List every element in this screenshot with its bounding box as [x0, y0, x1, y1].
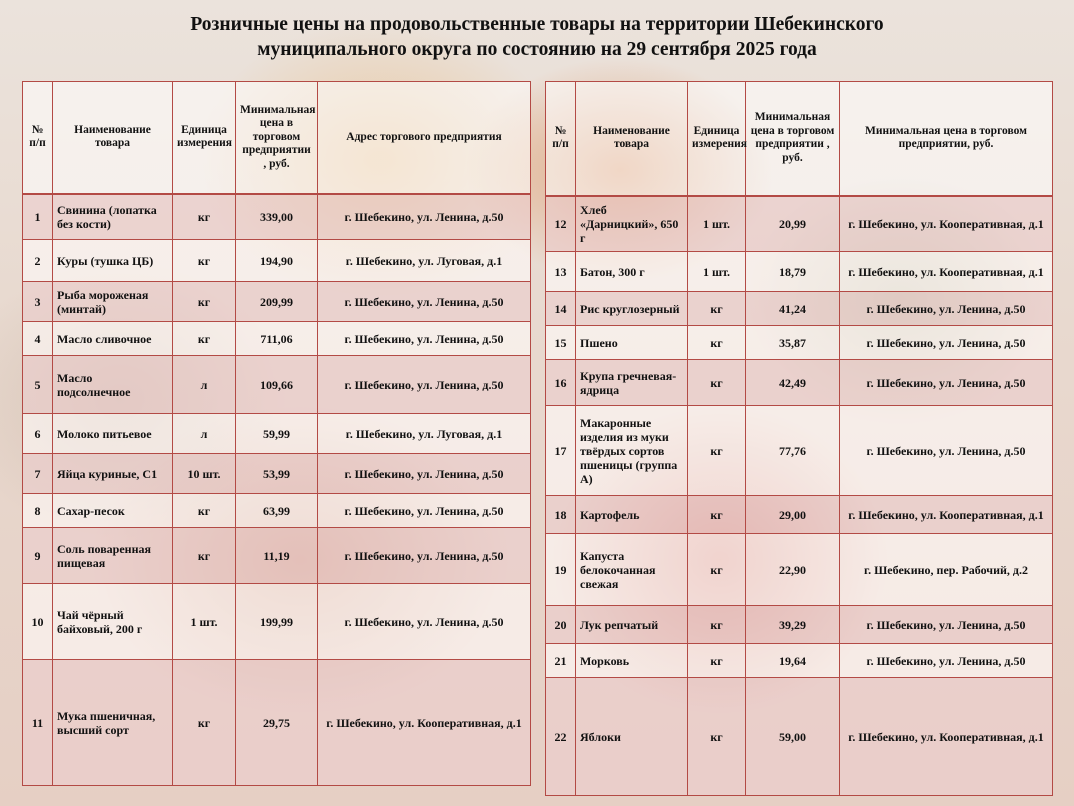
product-name: Пшено: [576, 326, 688, 360]
row-number: 14: [546, 292, 576, 326]
unit-of-measure: 1 шт.: [173, 584, 236, 660]
min-price: 63,99: [236, 494, 318, 528]
price-table-left: [22, 81, 531, 786]
product-name: Яблоки: [576, 678, 688, 796]
row-number: 22: [546, 678, 576, 796]
store-address: г. Шебекино, ул. Ленина, д.50: [840, 606, 1053, 644]
row-number: 4: [23, 322, 53, 356]
header-unit: Единица измерения: [173, 82, 236, 194]
unit-of-measure: 1 шт.: [688, 252, 746, 292]
table-row: [23, 282, 531, 322]
store-address: г. Шебекино, ул. Кооперативная, д.1: [840, 252, 1053, 292]
table-row: [23, 494, 531, 528]
row-number: 20: [546, 606, 576, 644]
table-row: [546, 606, 1053, 644]
table-row: [546, 326, 1053, 360]
min-price: 35,87: [746, 326, 840, 360]
table-row: [546, 678, 1053, 796]
unit-of-measure: л: [173, 356, 236, 414]
unit-of-measure: кг: [173, 322, 236, 356]
product-name: Свинина (лопатка без кости): [53, 194, 173, 240]
row-number: 12: [546, 196, 576, 252]
store-address: г. Шебекино, ул. Ленина, д.50: [840, 292, 1053, 326]
product-name: Масло сливочное: [53, 322, 173, 356]
table-row: [23, 454, 531, 494]
store-address: г. Шебекино, ул. Ленина, д.50: [318, 584, 531, 660]
table-row: [23, 584, 531, 660]
min-price: 711,06: [236, 322, 318, 356]
title-line-1: Розничные цены на продовольственные товары на территории Шебекинского: [190, 14, 884, 35]
product-name: Лук репчатый: [576, 606, 688, 644]
product-name: Крупа гречневая-ядрица: [576, 360, 688, 406]
min-price: 20,99: [746, 196, 840, 252]
product-name: Мука пшеничная, высший сорт: [53, 660, 173, 786]
min-price: 339,00: [236, 194, 318, 240]
unit-of-measure: кг: [688, 644, 746, 678]
header-name: Наименование товара: [53, 82, 173, 194]
unit-of-measure: кг: [688, 606, 746, 644]
product-name: Рыба мороженая (минтай): [53, 282, 173, 322]
unit-of-measure: л: [173, 414, 236, 454]
row-number: 6: [23, 414, 53, 454]
store-address: г. Шебекино, ул. Кооперативная, д.1: [840, 496, 1053, 534]
page-title: [0, 12, 1074, 62]
header-num: № п/п: [546, 82, 576, 196]
table-row: [546, 196, 1053, 252]
row-number: 8: [23, 494, 53, 528]
product-name: Сахар-песок: [53, 494, 173, 528]
store-address: г. Шебекино, пер. Рабочий, д.2: [840, 534, 1053, 606]
min-price: 199,99: [236, 584, 318, 660]
unit-of-measure: кг: [688, 360, 746, 406]
header-name: Наименование товара: [576, 82, 688, 196]
min-price: 53,99: [236, 454, 318, 494]
min-price: 39,29: [746, 606, 840, 644]
row-number: 17: [546, 406, 576, 496]
store-address: г. Шебекино, ул. Луговая, д.1: [318, 414, 531, 454]
min-price: 41,24: [746, 292, 840, 326]
store-address: г. Шебекино, ул. Луговая, д.1: [318, 240, 531, 282]
table-row: [546, 496, 1053, 534]
store-address: г. Шебекино, ул. Ленина, д.50: [318, 194, 531, 240]
row-number: 10: [23, 584, 53, 660]
unit-of-measure: кг: [173, 240, 236, 282]
row-number: 16: [546, 360, 576, 406]
header-address: Адрес торгового предприятия: [318, 82, 531, 194]
min-price: 42,49: [746, 360, 840, 406]
row-number: 13: [546, 252, 576, 292]
row-number: 18: [546, 496, 576, 534]
store-address: г. Шебекино, ул. Кооперативная, д.1: [318, 660, 531, 786]
product-name: Хлеб «Дарницкий», 650 г: [576, 196, 688, 252]
product-name: Капуста белокочанная свежая: [576, 534, 688, 606]
product-name: Рис круглозерный: [576, 292, 688, 326]
table-row: [23, 414, 531, 454]
store-address: г. Шебекино, ул. Ленина, д.50: [318, 528, 531, 584]
unit-of-measure: кг: [173, 494, 236, 528]
store-address: г. Шебекино, ул. Ленина, д.50: [318, 494, 531, 528]
table-row: [546, 406, 1053, 496]
table-row: [546, 534, 1053, 606]
header-address: Минимальная цена в торговом предприятии, руб.: [840, 82, 1053, 196]
table-row: [546, 360, 1053, 406]
min-price: 109,66: [236, 356, 318, 414]
product-name: Чай чёрный байховый, 200 г: [53, 584, 173, 660]
product-name: Макаронные изделия из муки твёрдых сортов пшеницы (группа А): [576, 406, 688, 496]
store-address: г. Шебекино, ул. Кооперативная, д.1: [840, 678, 1053, 796]
unit-of-measure: кг: [688, 326, 746, 360]
unit-of-measure: кг: [688, 678, 746, 796]
row-number: 5: [23, 356, 53, 414]
table-row: [23, 356, 531, 414]
unit-of-measure: кг: [173, 660, 236, 786]
row-number: 3: [23, 282, 53, 322]
row-number: 2: [23, 240, 53, 282]
right-table-body: [546, 196, 1053, 796]
left-table-body: [23, 194, 531, 786]
min-price: 209,99: [236, 282, 318, 322]
header-num: № п/п: [23, 82, 53, 194]
product-name: Картофель: [576, 496, 688, 534]
table-row: [546, 252, 1053, 292]
product-name: Куры (тушка ЦБ): [53, 240, 173, 282]
unit-of-measure: кг: [688, 292, 746, 326]
store-address: г. Шебекино, ул. Ленина, д.50: [318, 356, 531, 414]
min-price: 29,00: [746, 496, 840, 534]
row-number: 21: [546, 644, 576, 678]
table-row: [23, 660, 531, 786]
unit-of-measure: кг: [688, 496, 746, 534]
min-price: 59,99: [236, 414, 318, 454]
price-table-right: [545, 81, 1053, 796]
store-address: г. Шебекино, ул. Ленина, д.50: [840, 326, 1053, 360]
min-price: 29,75: [236, 660, 318, 786]
unit-of-measure: 1 шт.: [688, 196, 746, 252]
row-number: 15: [546, 326, 576, 360]
table-row: [23, 528, 531, 584]
table-row: [546, 292, 1053, 326]
row-number: 19: [546, 534, 576, 606]
row-number: 11: [23, 660, 53, 786]
min-price: 77,76: [746, 406, 840, 496]
store-address: г. Шебекино, ул. Кооперативная, д.1: [840, 196, 1053, 252]
unit-of-measure: кг: [688, 534, 746, 606]
header-price: Минимальная цена в торговом предприятии , руб.: [746, 82, 840, 196]
table-row: [23, 240, 531, 282]
unit-of-measure: кг: [173, 282, 236, 322]
store-address: г. Шебекино, ул. Ленина, д.50: [318, 454, 531, 494]
row-number: 9: [23, 528, 53, 584]
unit-of-measure: кг: [173, 528, 236, 584]
store-address: г. Шебекино, ул. Ленина, д.50: [840, 644, 1053, 678]
product-name: Яйца куриные, С1: [53, 454, 173, 494]
product-name: Масло подсолнечное: [53, 356, 173, 414]
product-name: Батон, 300 г: [576, 252, 688, 292]
title-line-2: муниципального округа по состоянию на 29 сентября 2025 года: [257, 39, 817, 60]
min-price: 194,90: [236, 240, 318, 282]
store-address: г. Шебекино, ул. Ленина, д.50: [318, 282, 531, 322]
unit-of-measure: кг: [173, 194, 236, 240]
header-unit: Единица измерения: [688, 82, 746, 196]
row-number: 1: [23, 194, 53, 240]
store-address: г. Шебекино, ул. Ленина, д.50: [840, 360, 1053, 406]
unit-of-measure: кг: [688, 406, 746, 496]
header-price: Минимальная цена в торговом предприятии , руб.: [236, 82, 318, 194]
product-name: Молоко питьевое: [53, 414, 173, 454]
min-price: 22,90: [746, 534, 840, 606]
table-row: [546, 644, 1053, 678]
min-price: 59,00: [746, 678, 840, 796]
min-price: 18,79: [746, 252, 840, 292]
store-address: г. Шебекино, ул. Ленина, д.50: [318, 322, 531, 356]
unit-of-measure: 10 шт.: [173, 454, 236, 494]
min-price: 19,64: [746, 644, 840, 678]
row-number: 7: [23, 454, 53, 494]
store-address: г. Шебекино, ул. Ленина, д.50: [840, 406, 1053, 496]
min-price: 11,19: [236, 528, 318, 584]
table-row: [23, 194, 531, 240]
product-name: Соль поваренная пищевая: [53, 528, 173, 584]
product-name: Морковь: [576, 644, 688, 678]
table-row: [23, 322, 531, 356]
